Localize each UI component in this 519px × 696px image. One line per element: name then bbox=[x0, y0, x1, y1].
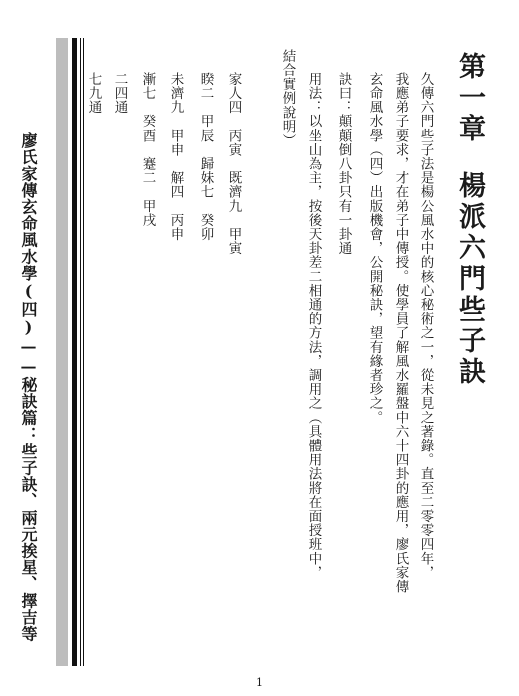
usage-line: 用法：以坐山為主，按後天卦差二相通的方法，調用之（具體用法將在面授班中， bbox=[305, 72, 322, 580]
mnemonic-line: 二四通 bbox=[111, 72, 128, 115]
chapter-number: 第一章 bbox=[454, 52, 485, 145]
body-paragraph-line: 久傳六門些子法是楊公風水中的核心秘術之一，從未見之著錄。直至二零零四年， bbox=[417, 72, 434, 580]
usage-line-continuation: 結合實例說明） bbox=[279, 49, 296, 148]
body-paragraph-line: 玄命風水學（四）出版機會，公開秘訣，望有緣者珍之。 bbox=[366, 72, 383, 425]
mnemonic-line: 漸七 癸酉 蹇二 甲戌 bbox=[139, 72, 156, 228]
chapter-heading bbox=[456, 52, 483, 388]
mnemonic-line: 睽二 甲辰 歸妹七 癸卯 bbox=[197, 72, 214, 242]
spine-thick-rule bbox=[72, 38, 77, 666]
mnemonic-line: 家人四 丙寅 既濟九 甲寅 bbox=[225, 72, 242, 256]
spine-thin-rule bbox=[83, 38, 84, 666]
spine-thin-rule bbox=[80, 38, 81, 666]
page-number: 1 bbox=[256, 676, 263, 689]
mnemonic-line: 七九通 bbox=[85, 72, 102, 115]
running-head: 廖氏家傳玄命風水學(四)——秘訣篇：些子訣、兩元挨星、擇吉等 bbox=[19, 132, 38, 642]
spine-gray-band bbox=[56, 38, 68, 666]
mnemonic-line: 未濟九 甲申 解四 丙申 bbox=[167, 72, 184, 242]
body-paragraph-line: 我應弟子要求，才在弟子中傳授。使學員了解風水羅盤中六十四卦的應用，廖氏家傳 bbox=[392, 72, 409, 594]
formula-line: 訣曰：顛顛倒八卦只有一卦通 bbox=[335, 72, 352, 256]
chapter-title: 楊派六門些子訣 bbox=[454, 171, 485, 388]
